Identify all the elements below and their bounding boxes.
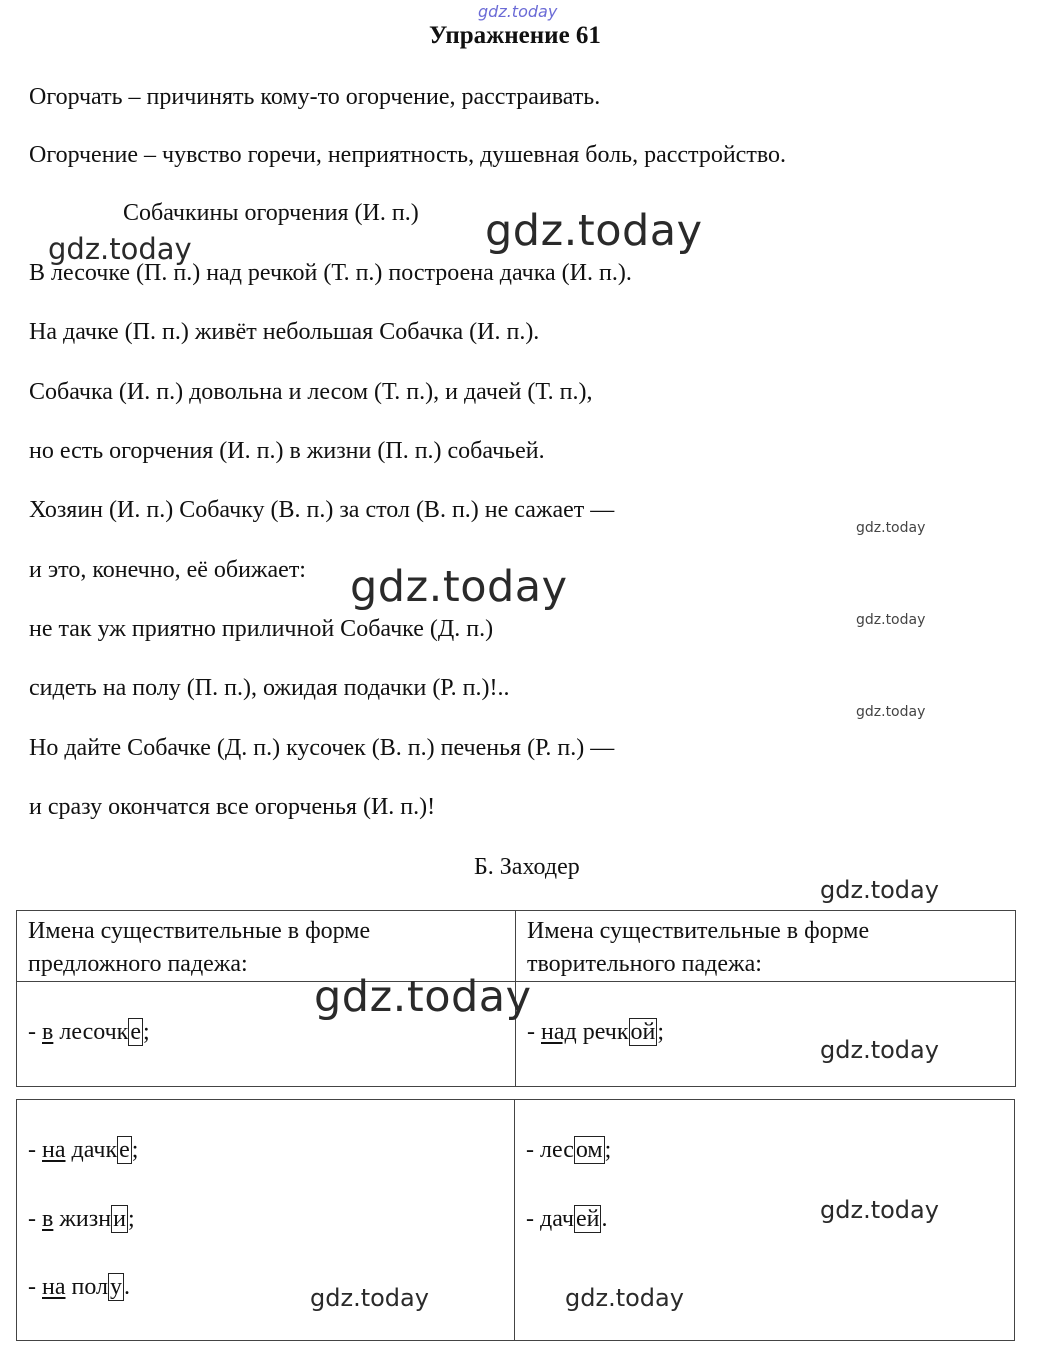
ending-box: и [113,1206,126,1232]
noun-item: - над речкой; [527,1019,665,1045]
definition-line-2: Огорчение – чувство горечи, неприятность, душевная боль, расстройство. [29,142,786,168]
poem-author: Б. Заходер [474,854,580,880]
poem-line: В лесочке (П. п.) над речкой (Т. п.) построена дачка (И. п.). [29,260,632,286]
poem-line: но есть огорчения (И. п.) в жизни (П. п.) собачьей. [29,438,545,464]
ending-box: е [130,1019,141,1045]
noun-item: - в лесочке; [28,1019,150,1045]
watermark: gdz.today [820,876,939,904]
poem-line: и это, конечно, её обижает: [29,557,306,583]
watermark: gdz.today [856,704,926,720]
cell-prepositional-list [17,1100,515,1341]
noun-item: - лесом; [526,1137,612,1163]
watermark: gdz.today [565,1284,684,1312]
ending-box: е [119,1137,130,1163]
noun-item: - в жизни; [28,1206,135,1232]
watermark: gdz.today [350,562,568,612]
poem-line: Но дайте Собачке (Д. п.) кусочек (В. п.) печенья (Р. п.) — [29,735,615,761]
watermark: gdz.today [856,612,926,628]
definition-line-1: Огорчать – причинять кому-то огорчение, расстраивать. [29,84,601,110]
watermark: gdz.today [48,232,192,266]
watermark: gdz.today [310,1284,429,1312]
cell-instrumental [516,982,1016,1087]
watermark: gdz.today [856,520,926,536]
watermark: gdz.today [485,206,703,256]
watermark-top: gdz.today [478,2,558,21]
ending-box: у [110,1274,123,1300]
watermark: gdz.today [820,1036,939,1064]
ending-box: ей [575,1206,600,1232]
header-prepositional: Имена существительные в форме предложного падежа: [17,911,516,982]
poem-line: Хозяин (И. п.) Собачку (В. п.) за стол (В. п.) не сажает — [29,497,615,523]
page-title: Упражнение 61 [429,22,601,49]
noun-item: - на дачке; [28,1137,139,1163]
poem-title: Собачкины огорчения (И. п.) [123,200,419,226]
poem-line: Собачка (И. п.) довольна и лесом (Т. п.), и дачей (Т. п.), [29,379,593,405]
poem-line: сидеть на полу (П. п.), ожидая подачки (Р. п.)!.. [29,675,510,701]
noun-item: - дачей. [526,1206,608,1232]
watermark: gdz.today [314,972,532,1022]
ending-box: ой [630,1019,656,1045]
poem-line: не так уж приятно приличной Собачке (Д. п.) [29,616,494,642]
poem-line: На дачке (П. п.) живёт небольшая Собачка (И. п.). [29,319,540,345]
poem-line: и сразу окончатся все огорченья (И. п.)! [29,794,436,820]
header-instrumental: Имена существительные в форме творительного падежа: [516,911,1016,982]
noun-item: - на полу. [28,1274,131,1300]
ending-box: ом [575,1137,603,1163]
watermark: gdz.today [820,1196,939,1224]
